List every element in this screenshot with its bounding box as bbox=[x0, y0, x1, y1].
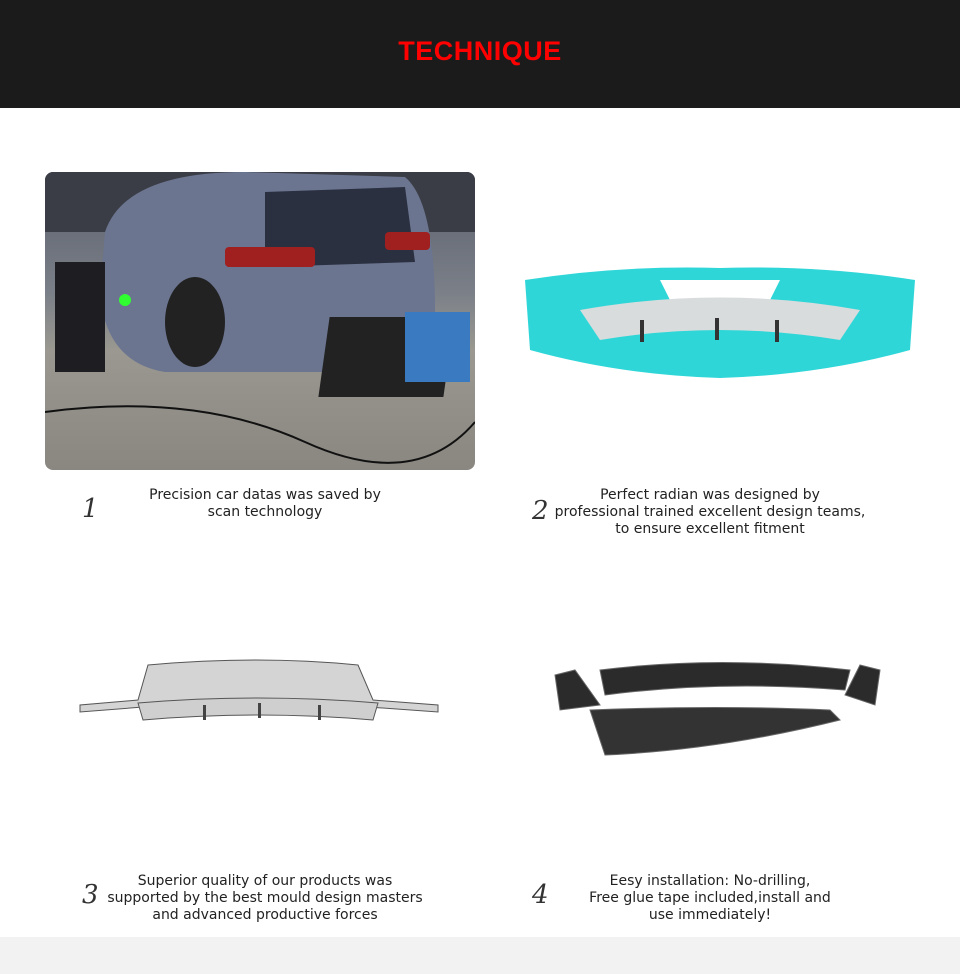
caption-line: scan technology bbox=[207, 504, 323, 520]
step-number-2: 2 bbox=[532, 496, 549, 526]
caption-line: Superior quality of our products was bbox=[137, 873, 393, 889]
footer-strip bbox=[0, 937, 960, 974]
caption-line: use immediately! bbox=[648, 907, 772, 923]
step-4-caption bbox=[560, 873, 860, 924]
caption-line: Free glue tape included,install and bbox=[589, 890, 831, 906]
caption-line: Eesy installation: No-drilling, bbox=[609, 873, 811, 889]
step-3-caption bbox=[95, 873, 435, 924]
step-number-4: 4 bbox=[532, 880, 549, 910]
cad-bumper-model-image bbox=[520, 240, 920, 380]
page-title: TECHNIQUE bbox=[398, 36, 562, 66]
caption-line: supported by the best mould design masters bbox=[107, 890, 423, 906]
caption-line: Precision car datas was saved by bbox=[149, 487, 381, 503]
caption-line: Perfect radian was designed by bbox=[600, 487, 820, 503]
header-banner bbox=[0, 0, 960, 108]
car-scan-photo bbox=[45, 172, 475, 470]
step-number-3: 3 bbox=[82, 880, 99, 910]
caption-line: and advanced productive forces bbox=[152, 907, 378, 923]
step-2-caption bbox=[540, 487, 880, 538]
car-scan-illustration bbox=[45, 172, 475, 470]
step-number-1: 1 bbox=[82, 494, 99, 524]
caption-line: professional trained excellent design teams, bbox=[554, 504, 866, 520]
carbon-diffuser-product-image bbox=[550, 650, 890, 760]
step-1-caption bbox=[130, 487, 400, 521]
diffuser-cad-image bbox=[78, 655, 443, 725]
caption-line: to ensure excellent fitment bbox=[615, 521, 805, 537]
